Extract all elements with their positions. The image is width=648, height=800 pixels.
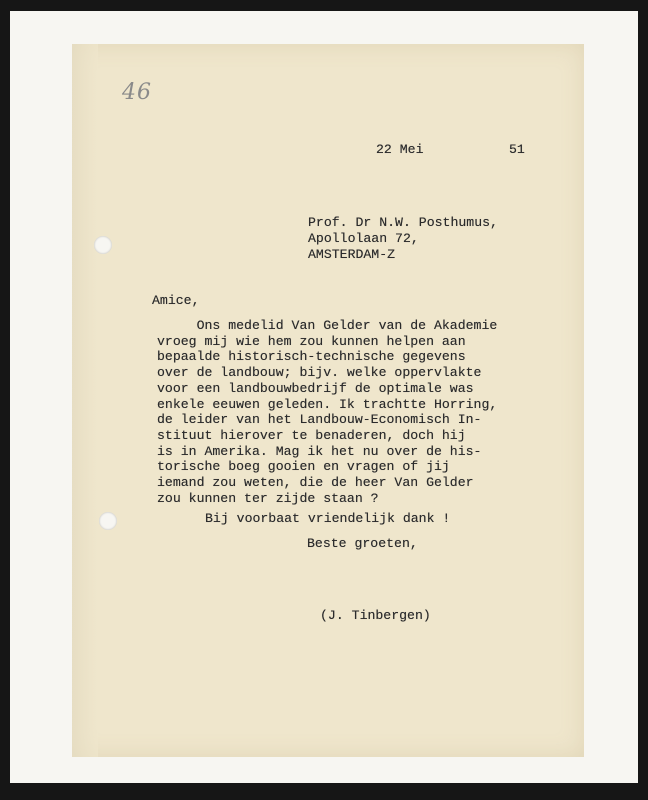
address-line: Apollolaan 72, [308, 231, 419, 246]
page-number: 46 [122, 80, 152, 105]
address-line: Prof. Dr N.W. Posthumus, [308, 215, 498, 230]
paper-fold-shadow [72, 44, 98, 757]
body-line: zou kunnen ter zijde staan ? [157, 491, 379, 506]
letter-date: 22 Mei [376, 142, 424, 157]
body-line: iemand zou weten, die de heer Van Gelder [157, 475, 474, 490]
body-line: stituut hierover te benaderen, doch hij [157, 428, 466, 443]
body-line: vroeg mij wie hem zou kunnen helpen aan [157, 334, 466, 349]
signature: (J. Tinbergen) [320, 608, 431, 623]
thanks-line: Bij voorbaat vriendelijk dank ! [205, 511, 451, 526]
body-line: enkele eeuwen geleden. Ik trachtte Horring, [157, 397, 498, 412]
letter-year: 51 [509, 142, 525, 157]
body-line: is in Amerika. Mag ik het nu over de his- [157, 444, 482, 459]
punch-hole [94, 236, 112, 254]
address-line: AMSTERDAM-Z [308, 247, 396, 262]
letter-page [72, 44, 584, 757]
scan-background [10, 11, 638, 783]
body-line: over de landbouw; bijv. welke oppervlakte [157, 365, 482, 380]
body-line: torische boeg gooien en vragen of jij [157, 459, 450, 474]
salutation: Amice, [152, 293, 200, 308]
body-line: voor een landbouwbedrijf de optimale was [157, 381, 474, 396]
closing-line: Beste groeten, [307, 536, 418, 551]
punch-hole [99, 512, 117, 530]
body-line: bepaalde historisch-technische gegevens [157, 349, 466, 364]
body-line: de leider van het Landbouw-Economisch In- [157, 412, 482, 427]
body-line: Ons medelid Van Gelder van de Akademie [157, 318, 498, 333]
